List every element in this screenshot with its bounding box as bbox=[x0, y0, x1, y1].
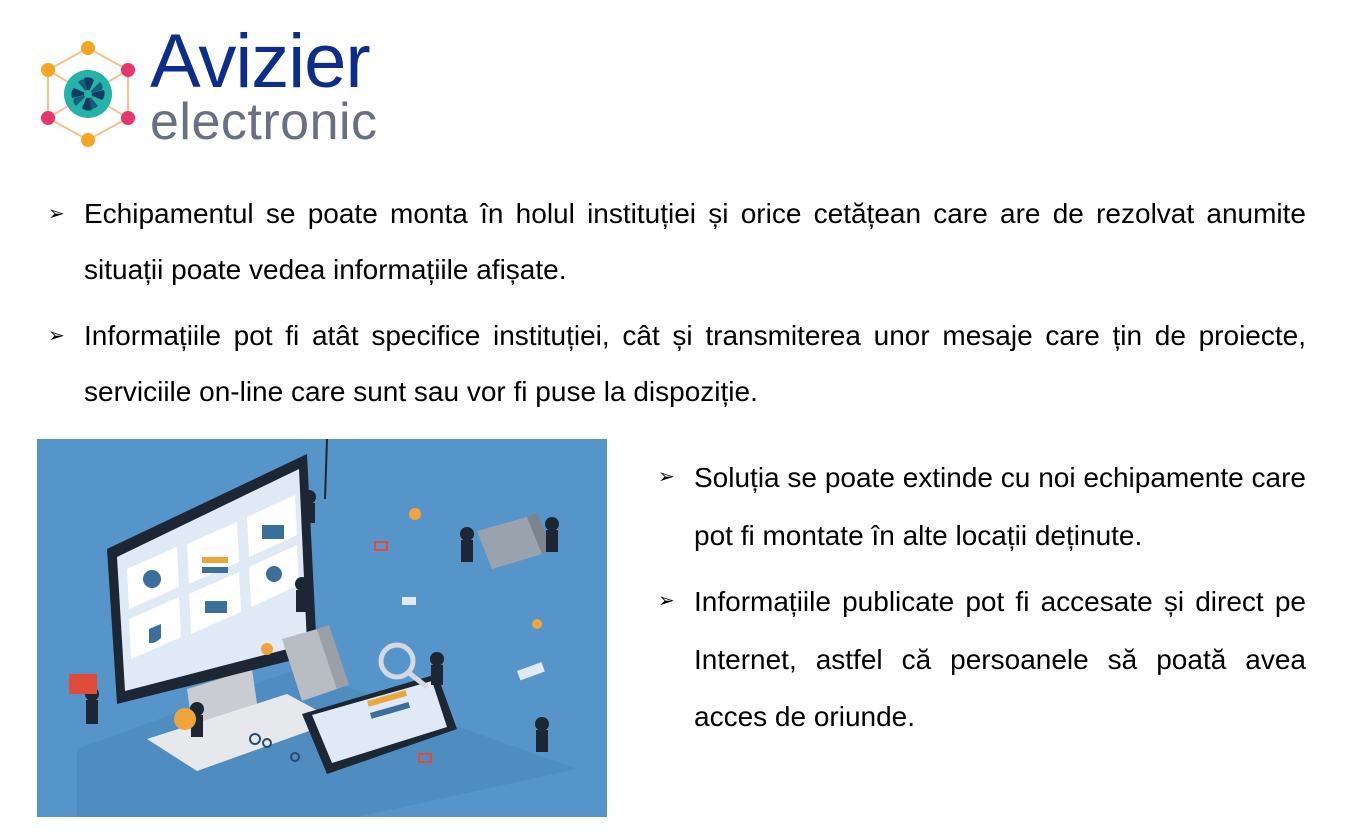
bullet-text: Soluția se poate extinde cu noi echipamente care pot fi montate în alte locații deținute. bbox=[694, 462, 1306, 551]
logo-network-icon bbox=[34, 36, 144, 151]
bullet-text: Informațiile pot fi atât specifice instituției, cât și transmiterea unor mesaje care țin de proiecte, serviciile on-line care sunt sau vor fi puse la dispoziție. bbox=[84, 320, 1306, 407]
arrowhead-bullet-icon: ➢ bbox=[48, 325, 65, 347]
logo bbox=[34, 19, 434, 157]
list-item bbox=[48, 186, 1306, 298]
logo-subtitle: electronic bbox=[150, 93, 378, 151]
arrowhead-bullet-icon: ➢ bbox=[48, 203, 65, 225]
bullet-text: Informațiile publicate pot fi accesate și direct pe Internet, astfel că persoanele să poată avea acces de oriunde. bbox=[694, 586, 1306, 732]
arrowhead-bullet-icon: ➢ bbox=[658, 590, 675, 612]
bullet-list-top bbox=[48, 186, 1306, 430]
cyber-security-illustration bbox=[37, 439, 607, 817]
logo-title: Avizier bbox=[150, 19, 370, 104]
arrowhead-bullet-icon: ➢ bbox=[658, 466, 675, 488]
bullet-list-right bbox=[658, 449, 1306, 755]
list-item bbox=[658, 449, 1306, 564]
bullet-text: Echipamentul se poate monta în holul instituției și orice cetățean care are de rezolvat anumite situații poate vedea informațiile afișate. bbox=[84, 198, 1306, 285]
list-item bbox=[48, 308, 1306, 420]
list-item bbox=[658, 573, 1306, 746]
